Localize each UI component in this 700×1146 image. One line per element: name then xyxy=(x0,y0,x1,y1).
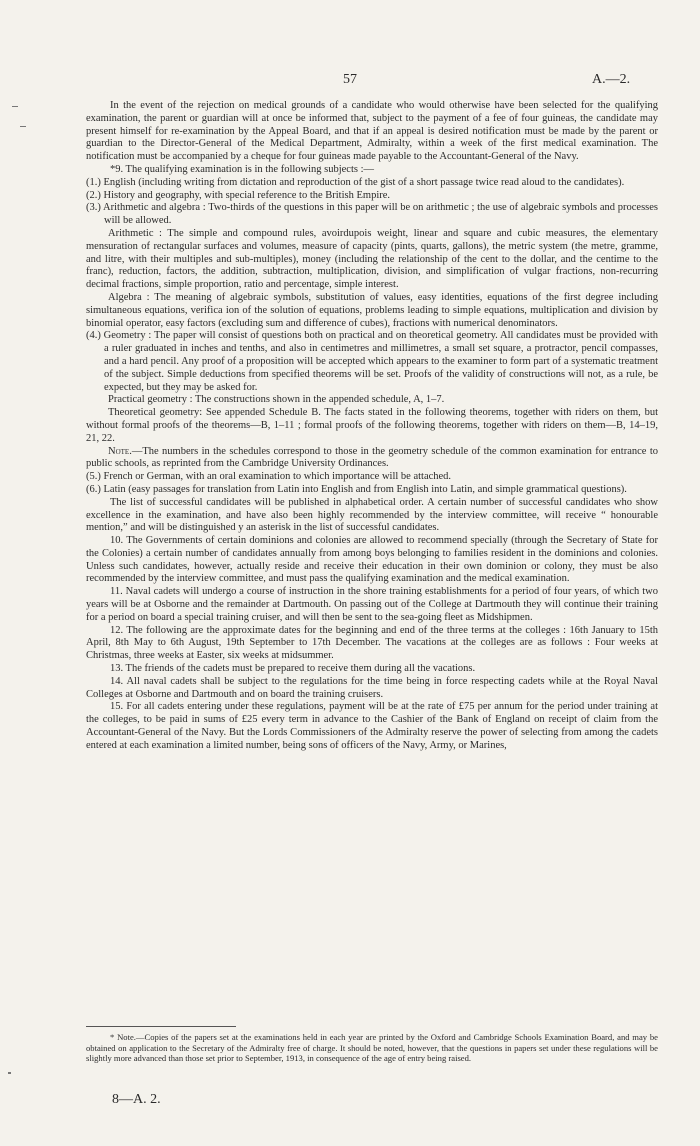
paragraph-12: 12. The following are the approximate dates for the beginning and end of the three terms at the colleges : 16th January to 15th April, 8th May to 6th August, 19th September to 17th December. The vacations at the colleges are as follows : Four weeks at Christmas, three weeks at Easter, six weeks at midsummer. xyxy=(86,624,658,662)
margin-mark xyxy=(20,126,26,127)
footnote: * Note.—Copies of the papers set at the examinations held in each year are printed by the Oxford and Cambridge Schools Examination Board, and may be obtained on application to the Secretary of the Admiralty free of charge. It should be noted, however, that the questions in papers set under these regulations will be slightly more advanced than those set prior to September, 1913, in consequence of the age of entry being raised. xyxy=(86,1032,658,1064)
subject-arithmetic-algebra: (3.) Arithmetic and algebra : Two-thirds of the questions in this paper will be on arithmetic ; the use of algebraic symbols and processes will be allowed. xyxy=(86,202,658,227)
paragraph-9: *9. The qualifying examination is in the following subjects :— xyxy=(110,163,375,175)
paragraph-13: 13. The friends of the cadets must be prepared to receive them during all the vacations. xyxy=(110,663,476,675)
subject-french-german: (5.) French or German, with an oral examination to which importance will be attached. xyxy=(86,471,452,483)
paragraph-10: 10. The Governments of certain dominions and colonies are allowed to recommend specially (through the Secretary of State for the Colonies) a certain number of candidates annually from among boys belonging to families resident in the dominions and colonies. Unless such candidates, however, actually reside and receive their education in their own dominion or colony, they must be also recommended by the interview committee, and must pass the qualifying examination and the medical examination. xyxy=(86,535,658,585)
paragraph-15: 15. For all cadets entering under these regulations, payment will be at the rate of £75 per annum for the period under training at the colleges, to be paid in sums of £25 every term in advance to the Cashier of the Bank of England on receipt of claim from the Accountant-General of the Navy. But the Lords Commissioners of the Admiralty reserve the power of selecting from among the cadets entered at each examination a limited number, being sons of officers of the Navy, Army, or Marines, xyxy=(86,701,658,751)
paragraph-medical-appeal: In the event of the rejection on medical grounds of a candidate who would otherwise have been selected for the qualifying examination, the parent or guardian will at once be informed that, subject to the payment of a fee of four guineas, the candidate may present himself for re-examination by the Appeal Board, and that if an appeal is desired notification must be made by the parent or guardian to the Director-General of the Medical Department, Admiralty, within a week of the first medical examination. The notification must be accompanied by a cheque for four guineas made payable to the Accountant-General of the Navy. xyxy=(86,100,658,163)
note-label: Note. xyxy=(108,445,132,457)
body-text xyxy=(86,100,658,753)
subject-geometry: (4.) Geometry : The paper will consist of questions both on practical and on theoretical geometry. All candidates must be provided with a ruler graduated in inches and tenths, and also in centimetres and millimetres, a small set square, a protractor, pencil compasses, and a hard pencil. Any proof of a proposition will be accepted which appears to the examiner to form part of a systematic treatment of the subject. Simple deductions from specified theorems will be set. Proofs of the validity of constructions will not, as a rule, be expected, but they may be asked for. xyxy=(86,330,658,393)
margin-mark xyxy=(12,106,18,107)
margin-mark xyxy=(8,1072,11,1074)
subject-english: (1.) English (including writing from dictation and reproduction of the gist of a short passage twice read aloud to the candidates). xyxy=(86,176,625,188)
note-text: —The numbers in the schedules correspond to those in the geometry schedule of the common examination for entrance to public schools, as reprinted from the Cambridge University Ordinances. xyxy=(86,445,658,470)
paragraph-14: 14. All naval cadets shall be subject to the regulations for the time being in force respecting cadets while at the Royal Naval Colleges at Osborne and Dartmouth and on board the training cruisers. xyxy=(86,675,658,700)
document-reference: A.—2. xyxy=(592,72,631,87)
footnote-rule xyxy=(86,1026,236,1027)
subject-history: (2.) History and geography, with special reference to the British Empire. xyxy=(86,189,391,201)
algebra-details: Algebra : The meaning of algebraic symbols, substitution of values, easy identities, equations of the first degree including simultaneous equations, verifica ion of the solution of equations, problems leading to simple equations, multiplication and division by binomial operator, easy factors (excluding sum and difference of cub⁠es), fractions with numerical denominators. xyxy=(86,291,658,329)
geometry-note xyxy=(86,446,658,472)
paragraph-successful-list: The list of successful candidates will be published in alphabetical order. A certain number of successful candidates who show excellence in the examination, and have also been highly recommended by the interview committee, will receive “ honourable mention,” and will be distinguished y an asterisk in the list of successful candidates. xyxy=(86,496,658,534)
practical-geometry: Practical geometry : The constructions shown in the appended schedule, A, 1–7. xyxy=(108,394,445,406)
paragraph-11: 11. Naval cadets will undergo a course of instruction in the shore training establishments for a period of four years, of which two years will be at Osborne and the remainder at Dartmouth. On passing out of the College at Dartmouth they will continue their training for a period on board a special training cruiser, and will then be sent to the sea-going fleet as Midshipmen. xyxy=(86,586,658,623)
subject-latin: (6.) Latin (easy passages for translation from Latin into English and from English into Latin, and simple grammatical questions). xyxy=(86,483,627,495)
signature-mark: 8—A. 2. xyxy=(112,1092,161,1107)
page-number: 57 xyxy=(343,72,357,87)
arithmetic-details: Arithmetic : The simple and compound rules, avoirdupois weight, linear and square and cubic measures, the elementary mensuration of rectangular surfaces and volumes, measure of capacity (pints, quarts, gallons), the metric system (the metre, gramme, and litre, with their multiples and sub-multiples), money (including the relationship of the cent to the dollar, and the centime to the franc), reduction, factors, the addition, subtraction, multiplication, division, and simplification of vulgar fractions, non-recurring decimal fractions, simple proportion, ratio and percentage, simple interest. xyxy=(86,227,658,291)
theoretical-geometry: Theoretical geometry: See appended Schedule B. The facts stated in the following theorems, together with riders on them, but without formal proofs of the theorems—B, 1–11 ; formal proofs of the following theorems, together with riders on them—B, 14–19, 21, 22. xyxy=(86,407,658,444)
